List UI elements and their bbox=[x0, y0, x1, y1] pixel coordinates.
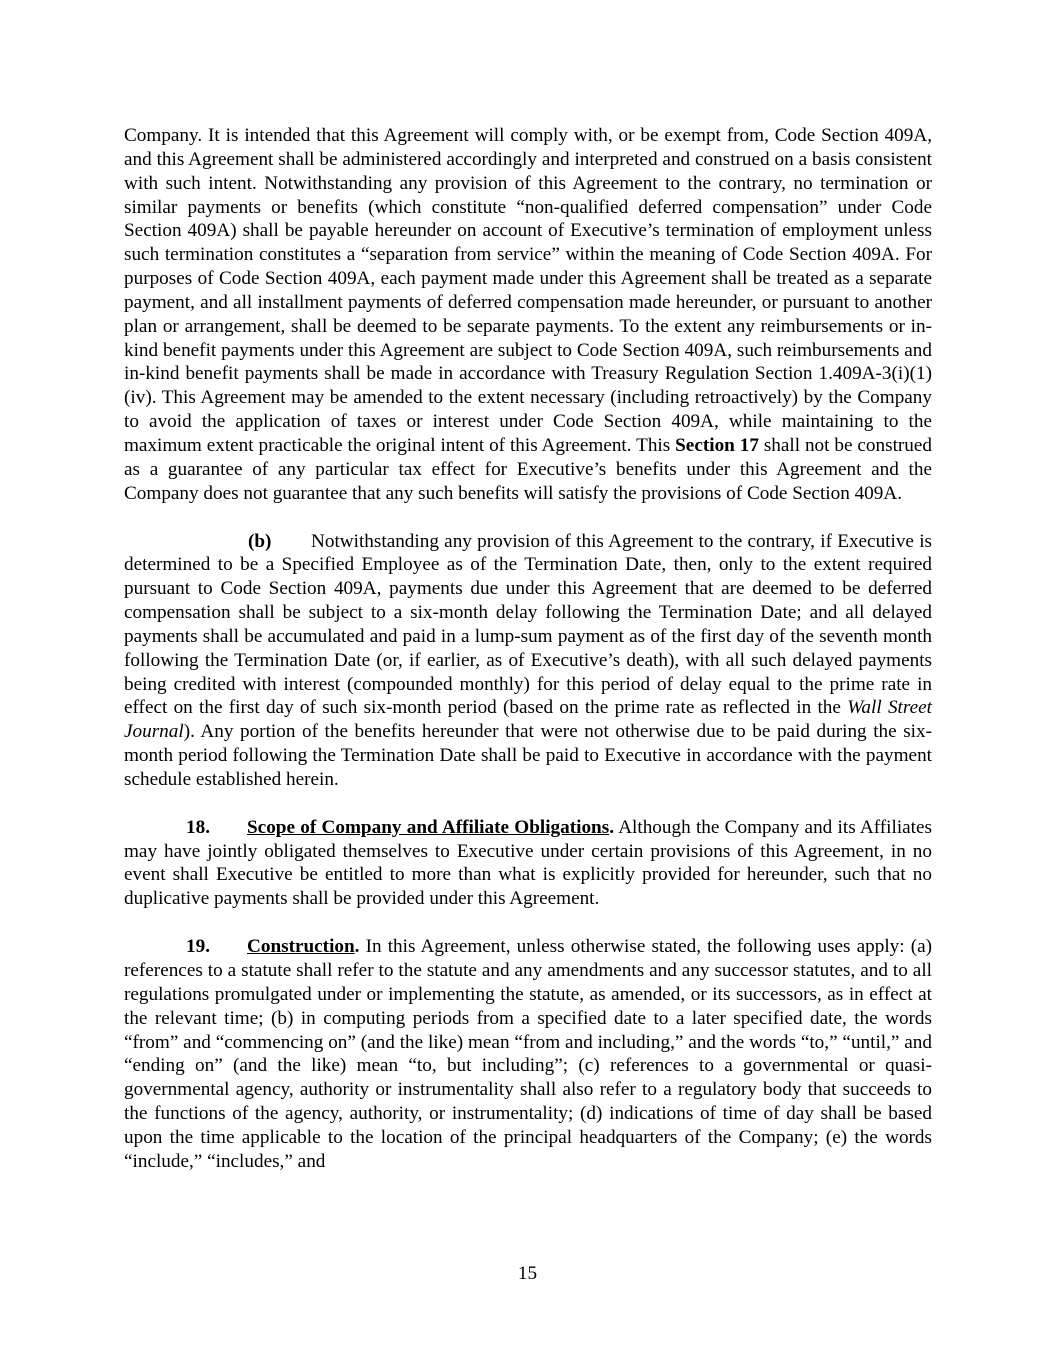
section-19 bbox=[124, 935, 932, 1173]
section-19-heading-period: . bbox=[354, 936, 360, 958]
section-19-body: In this Agreement, unless otherwise stated, the following uses apply: (a) references to a statute shall refer to the statute and any amendments and any successor statutes, and to all regulations promulgated under or implementing the statute, as amended, or its successors, as in effect at the relevant time; (b) in computing periods from a specified date to a later specified date, the words “from” and “commencing on” (and the like) mean “from and including,” and the words “to,” “until,” and “ending on” (and the like) mean “to, but including”; (c) references to a governmental or quasi-governmental agency, authority or instrumentality shall also refer to a regulatory body that succeeds to the functions of the agency, authority, or instrumentality; (d) indications of time of day shall be based upon the time applicable to the location of the principal headquarters of the Company; (e) the words “include,” “includes,” and bbox=[124, 936, 932, 1172]
page-number: 15 bbox=[517, 1263, 538, 1284]
document-page bbox=[124, 124, 932, 1174]
paragraph-b-text-1: Notwithstanding any provision of this Agreement to the contrary, if Executive is determined to be a Specified Employee as of the Termination Date, then, only to the extent required pursuant to Code Section 409A, payments due under this Agreement that are deemed to be deferred compensation shall be subject to a six-month delay following the Termination Date; and all delayed payments shall be accumulated and paid in a lump-sum payment as of the first day of the seventh month following the Termination Date (or, if earlier, as of Executive’s death), with all such delayed payments being credited with interest (compounded monthly) for this period of delay equal to the prime rate in effect on the first day of such six-month period (based on the prime rate as reflected in the bbox=[124, 530, 932, 719]
paragraph-spacer bbox=[124, 506, 932, 530]
paragraph-b-text-2: ). Any portion of the benefits hereunder that were not otherwise due to be paid during the six-month period following the Termination Date shall be paid to Executive in accordance with the payment schedule established herein. bbox=[124, 721, 932, 790]
section-18 bbox=[124, 816, 932, 911]
section-18-heading: Scope of Company and Affiliate Obligations bbox=[247, 816, 610, 838]
section-18-body: Although the Company and its Affiliates may have jointly obligated themselves to Executive under certain provisions of this Agreement, in no event shall Executive be entitled to more than what is explicitly provided for hereunder, such that no duplicative payments shall be provided under this Agreement. bbox=[124, 816, 932, 910]
wall-street-journal-title: Wall Street Journal bbox=[124, 697, 932, 743]
paragraph-b bbox=[124, 530, 932, 792]
section-19-number: 19. bbox=[186, 936, 210, 958]
paragraph-b-label: (b) bbox=[248, 530, 272, 552]
section-17-reference: Section 17 bbox=[675, 434, 759, 456]
paragraph-a-continued bbox=[124, 124, 932, 506]
paragraph-a-text-2: shall not be construed as a guarantee of any particular tax effect for Executive’s benefits under this Agreement and the Company does not guarantee that any such benefits will satisfy the provisions of Code Section 409A. bbox=[124, 434, 932, 504]
section-18-heading-period: . bbox=[609, 816, 614, 838]
paragraph-spacer bbox=[124, 911, 932, 935]
section-19-heading: Construction bbox=[247, 936, 355, 958]
section-18-number: 18. bbox=[186, 816, 210, 838]
paragraph-a-text-1: Company. It is intended that this Agreement will comply with, or be exempt from, Code Section 409A, and this Agreement shall be administered accordingly and interpreted and construed on a basis consistent with such intent. Notwithstanding any provision of this Agreement to the contrary, no termination or similar payments or benefits (which constitute “non-qualified deferred compensation” under Code Section 409A) shall be payable hereunder on account of Executive’s termination of employment unless such termination constitutes a “separation from service” within the meaning of Code Section 409A. For purposes of Code Section 409A, each payment made under this Agreement shall be treated as a separate payment, and all installment payments of deferred compensation made hereunder, or pursuant to another plan or arrangement, shall be deemed to be separate payments. To the extent any reimbursements or in-kind benefit payments under this Agreement are subject to Code Section 409A, such reimbursements and in-kind benefit payments shall be made in accordance with Treasury Regulation Section 1.409A-3(i)(1)(iv). This Agreement may be amended to the extent necessary (including retroactively) by the Company to avoid the application of taxes or interest under Code Section 409A, while maintaining to the maximum extent practicable the original intent of this Agreement. This bbox=[124, 125, 932, 456]
paragraph-spacer bbox=[124, 792, 932, 816]
